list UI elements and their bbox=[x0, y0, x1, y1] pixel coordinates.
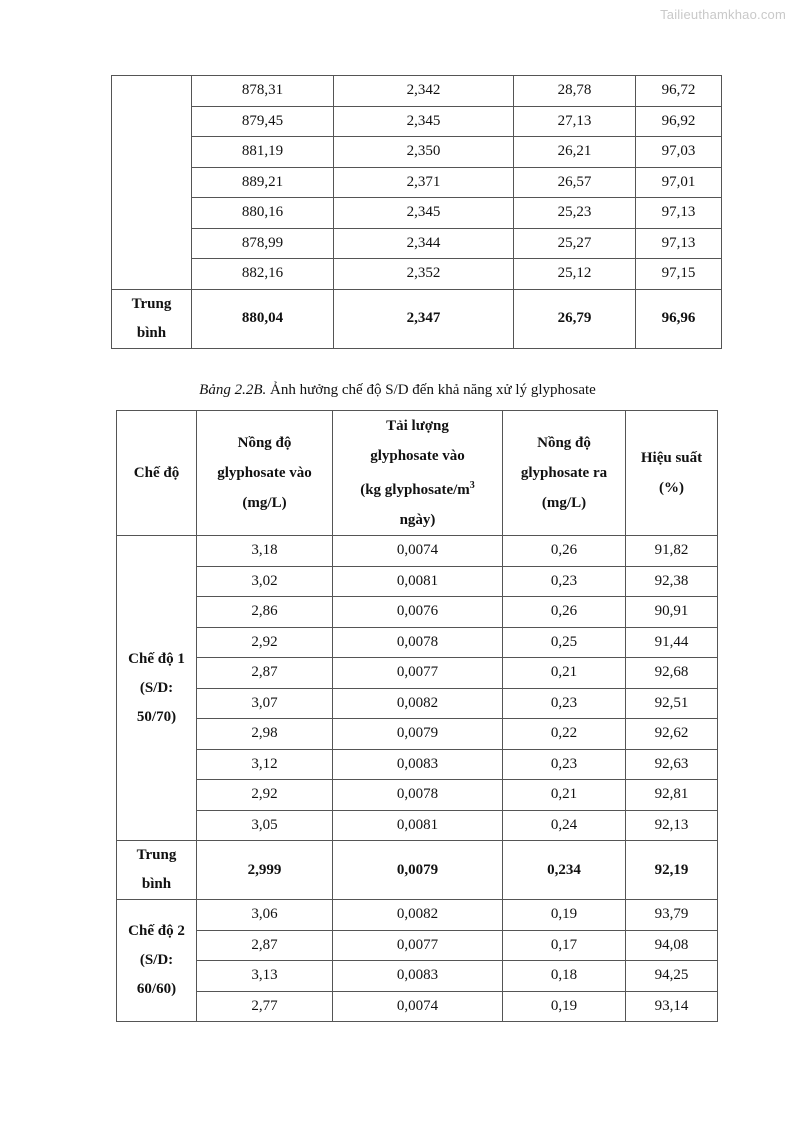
data-cell: 2,345 bbox=[334, 106, 514, 137]
table-row bbox=[112, 198, 722, 229]
data-cell: 0,23 bbox=[503, 749, 626, 780]
data-cell: 97,01 bbox=[636, 167, 722, 198]
mode-2-label-line: Chế độ 2 bbox=[128, 923, 185, 939]
data-cell: 0,23 bbox=[503, 566, 626, 597]
table-row bbox=[117, 780, 718, 811]
data-cell: 3,07 bbox=[197, 688, 333, 719]
data-cell: 25,27 bbox=[514, 228, 636, 259]
data-cell: 94,08 bbox=[626, 930, 718, 961]
data-cell: 3,02 bbox=[197, 566, 333, 597]
average-cell: 2,347 bbox=[334, 289, 514, 348]
table-row bbox=[117, 658, 718, 689]
data-cell: 0,0081 bbox=[333, 810, 503, 841]
data-cell: 0,23 bbox=[503, 688, 626, 719]
data-cell: 0,0077 bbox=[333, 930, 503, 961]
data-cell: 0,0081 bbox=[333, 566, 503, 597]
data-cell: 92,63 bbox=[626, 749, 718, 780]
mode-2-label bbox=[117, 900, 197, 1022]
table-row bbox=[117, 961, 718, 992]
data-cell: 0,21 bbox=[503, 658, 626, 689]
average-label-line: bình bbox=[141, 876, 172, 892]
average-row bbox=[112, 289, 722, 348]
data-cell: 91,82 bbox=[626, 536, 718, 567]
data-cell: 3,18 bbox=[197, 536, 333, 567]
table-row bbox=[112, 167, 722, 198]
data-cell: 97,03 bbox=[636, 137, 722, 168]
data-cell: 27,13 bbox=[514, 106, 636, 137]
data-cell: 2,77 bbox=[197, 991, 333, 1022]
data-cell: 889,21 bbox=[192, 167, 334, 198]
table-row bbox=[117, 688, 718, 719]
average-label-line: bình bbox=[136, 324, 167, 341]
data-cell: 96,92 bbox=[636, 106, 722, 137]
data-cell: 92,51 bbox=[626, 688, 718, 719]
data-cell: 879,45 bbox=[192, 106, 334, 137]
data-cell: 0,0078 bbox=[333, 780, 503, 811]
data-cell: 92,68 bbox=[626, 658, 718, 689]
table-row bbox=[112, 137, 722, 168]
average-cell: 0,0079 bbox=[333, 841, 503, 900]
data-cell: 93,14 bbox=[626, 991, 718, 1022]
data-cell: 881,19 bbox=[192, 137, 334, 168]
data-cell: 3,05 bbox=[197, 810, 333, 841]
header-concentration-out: Nồng độ glyphosate ra (mg/L) bbox=[503, 411, 626, 536]
data-cell: 2,87 bbox=[197, 658, 333, 689]
table-row bbox=[117, 991, 718, 1022]
mode-2-label-line: (S/D: bbox=[139, 952, 174, 968]
mode-1-label-line: 50/70) bbox=[136, 708, 177, 725]
data-cell: 92,38 bbox=[626, 566, 718, 597]
table-row bbox=[112, 106, 722, 137]
table-row bbox=[112, 259, 722, 290]
data-cell: 0,0083 bbox=[333, 749, 503, 780]
data-cell: 0,0083 bbox=[333, 961, 503, 992]
data-cell: 2,371 bbox=[334, 167, 514, 198]
average-cell: 92,19 bbox=[626, 841, 718, 900]
table-row bbox=[117, 566, 718, 597]
average-label-line: Trung bbox=[131, 295, 172, 312]
header-efficiency: Hiệu suất (%) bbox=[626, 411, 718, 536]
data-cell: 2,342 bbox=[334, 76, 514, 107]
average-cell: 96,96 bbox=[636, 289, 722, 348]
header-load-in: Tải lượng glyphosate vào (kg glyphosate/$m^3$ ngày) bbox=[333, 411, 503, 536]
mode-1-label bbox=[117, 536, 197, 841]
data-cell: 0,0082 bbox=[333, 900, 503, 931]
data-cell: 91,44 bbox=[626, 627, 718, 658]
data-cell: 2,87 bbox=[197, 930, 333, 961]
average-cell: 0,234 bbox=[503, 841, 626, 900]
data-cell: 0,0079 bbox=[333, 719, 503, 750]
average-cell: 880,04 bbox=[192, 289, 334, 348]
header-row bbox=[117, 411, 718, 536]
watermark: Tailieuthamkhao.com bbox=[660, 7, 786, 22]
data-cell: 96,72 bbox=[636, 76, 722, 107]
data-cell: 0,17 bbox=[503, 930, 626, 961]
data-cell: 878,99 bbox=[192, 228, 334, 259]
data-cell: 0,0078 bbox=[333, 627, 503, 658]
data-cell: 878,31 bbox=[192, 76, 334, 107]
table-row bbox=[117, 810, 718, 841]
data-cell: 97,13 bbox=[636, 198, 722, 229]
table-row bbox=[117, 900, 718, 931]
caption-text: Ảnh hưởng chế độ S/D đến khả năng xử lý glyphosate bbox=[266, 382, 596, 398]
data-cell: 0,19 bbox=[503, 991, 626, 1022]
data-cell: 25,23 bbox=[514, 198, 636, 229]
average-cell: 2,999 bbox=[197, 841, 333, 900]
data-cell: 0,19 bbox=[503, 900, 626, 931]
data-cell: 3,06 bbox=[197, 900, 333, 931]
mode-1-label-line: (S/D: bbox=[139, 679, 174, 696]
data-cell: 2,92 bbox=[197, 627, 333, 658]
data-cell: 0,21 bbox=[503, 780, 626, 811]
data-cell: 3,12 bbox=[197, 749, 333, 780]
data-cell: 2,98 bbox=[197, 719, 333, 750]
data-cell: 0,26 bbox=[503, 597, 626, 628]
data-cell: 880,16 bbox=[192, 198, 334, 229]
group-label-empty bbox=[112, 76, 192, 290]
data-cell: 0,24 bbox=[503, 810, 626, 841]
header-concentration-in: Nồng độ glyphosate vào (mg/L) bbox=[197, 411, 333, 536]
data-cell: 3,13 bbox=[197, 961, 333, 992]
table-row bbox=[117, 930, 718, 961]
data-cell: 93,79 bbox=[626, 900, 718, 931]
data-cell: 25,12 bbox=[514, 259, 636, 290]
mode-1-label-line: Chế độ 1 bbox=[128, 650, 185, 667]
table-caption bbox=[0, 382, 795, 399]
table-row bbox=[117, 719, 718, 750]
data-cell: 2,350 bbox=[334, 137, 514, 168]
data-cell: 92,13 bbox=[626, 810, 718, 841]
data-cell: 92,81 bbox=[626, 780, 718, 811]
data-cell: 2,86 bbox=[197, 597, 333, 628]
data-cell: 0,0077 bbox=[333, 658, 503, 689]
average-cell: 26,79 bbox=[514, 289, 636, 348]
table-row bbox=[117, 627, 718, 658]
data-cell: 0,0074 bbox=[333, 536, 503, 567]
data-cell: 2,344 bbox=[334, 228, 514, 259]
data-cell: 90,91 bbox=[626, 597, 718, 628]
average-label bbox=[117, 841, 197, 900]
table-row bbox=[117, 749, 718, 780]
data-cell: 2,92 bbox=[197, 780, 333, 811]
data-cell: 0,0074 bbox=[333, 991, 503, 1022]
data-cell: 0,22 bbox=[503, 719, 626, 750]
caption-label: Bảng 2.2B. bbox=[199, 382, 267, 398]
data-cell: 882,16 bbox=[192, 259, 334, 290]
data-cell: 97,15 bbox=[636, 259, 722, 290]
data-cell: 2,352 bbox=[334, 259, 514, 290]
data-cell: 97,13 bbox=[636, 228, 722, 259]
data-cell: 26,57 bbox=[514, 167, 636, 198]
table-sd-mode-effect bbox=[116, 410, 718, 1022]
data-cell: 0,0076 bbox=[333, 597, 503, 628]
data-cell: 92,62 bbox=[626, 719, 718, 750]
table-row bbox=[112, 228, 722, 259]
data-cell: 94,25 bbox=[626, 961, 718, 992]
data-cell: 0,18 bbox=[503, 961, 626, 992]
mode-2-label-line: 60/60) bbox=[136, 981, 177, 997]
table-results-continued bbox=[111, 75, 722, 349]
header-mode: Chế độ bbox=[117, 411, 197, 536]
table-row bbox=[117, 597, 718, 628]
data-cell: 28,78 bbox=[514, 76, 636, 107]
average-label-line: Trung bbox=[136, 847, 177, 863]
table-row bbox=[117, 536, 718, 567]
data-cell: 0,0082 bbox=[333, 688, 503, 719]
data-cell: 0,25 bbox=[503, 627, 626, 658]
data-cell: 0,26 bbox=[503, 536, 626, 567]
data-cell: 26,21 bbox=[514, 137, 636, 168]
data-cell: 2,345 bbox=[334, 198, 514, 229]
average-row bbox=[117, 841, 718, 900]
table-row bbox=[112, 76, 722, 107]
average-label bbox=[112, 289, 192, 348]
